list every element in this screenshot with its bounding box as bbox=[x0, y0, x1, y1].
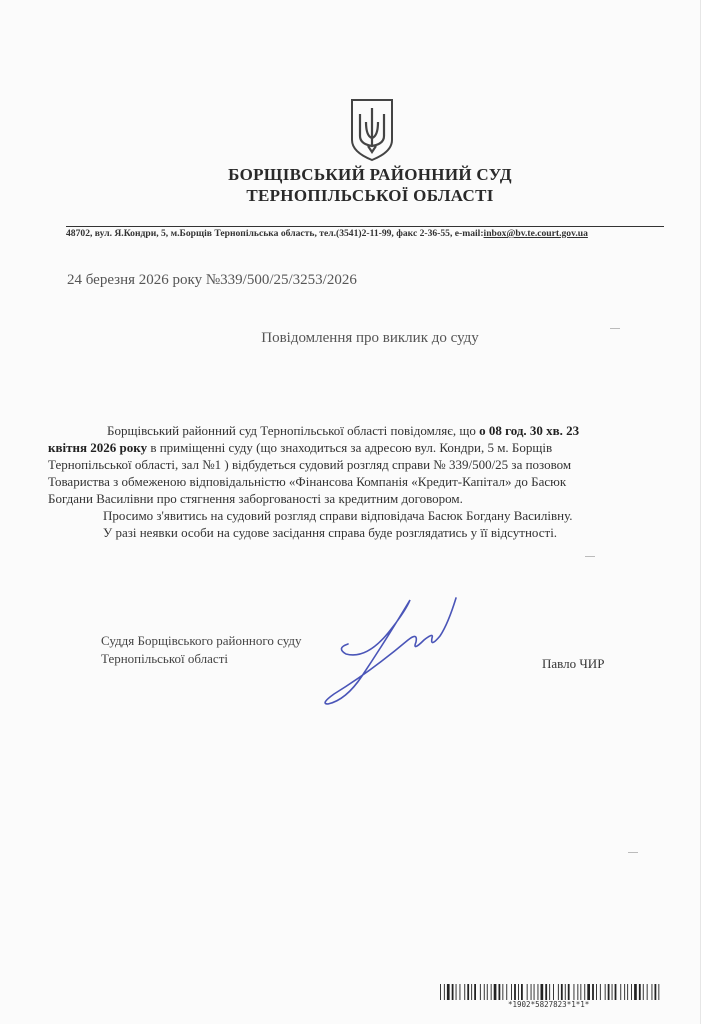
paragraph-1-line-3: Тернопільської області, зал №1 ) відбудеться судовий розгляд справи № 339/500/25 за позовом bbox=[48, 457, 572, 472]
judge-position bbox=[101, 632, 302, 668]
barcode-bar bbox=[655, 984, 657, 1000]
paragraph-3: У разі неявки особи на судове засідання справа буде розглядатись у її відсутності. bbox=[103, 525, 558, 540]
barcode-bar bbox=[484, 984, 485, 1000]
document-title: Повідомлення про виклик до суду bbox=[261, 330, 479, 346]
paragraph-1-line-5: Богдани Василівни про стягнення заборгованості за кредитним договором. bbox=[48, 491, 463, 506]
barcode-bar bbox=[531, 984, 532, 1000]
barcode-number: *1902*5827823*1*1* bbox=[508, 1000, 590, 1009]
barcode-bar bbox=[534, 984, 535, 1000]
barcode-bar bbox=[652, 984, 653, 1000]
barcode-bar bbox=[471, 984, 472, 1000]
judge-name: Павло ЧИР bbox=[542, 656, 605, 671]
barcode-bar bbox=[561, 984, 563, 1000]
barcode-bar bbox=[568, 984, 570, 1000]
barcode-bar bbox=[491, 984, 492, 1000]
barcode-bar bbox=[506, 984, 507, 1000]
barcode-bar bbox=[541, 984, 544, 1000]
barcode-bar bbox=[643, 984, 644, 1000]
court-address bbox=[66, 228, 676, 239]
barcode-bar bbox=[639, 984, 641, 1000]
barcode-bar bbox=[545, 984, 547, 1000]
barcode-bar bbox=[574, 984, 575, 1000]
barcode-bar bbox=[456, 984, 457, 1000]
barcode-bar bbox=[447, 984, 450, 1000]
date-and-number: 24 березня 2026 року №339/500/25/3253/2026 bbox=[67, 272, 357, 288]
barcode-bar bbox=[460, 984, 461, 1000]
barcode-bar bbox=[518, 984, 519, 1000]
barcode-bar bbox=[452, 984, 454, 1000]
court-name-line1: БОРЩІВСЬКИЙ РАЙОННИЙ СУД bbox=[228, 165, 512, 184]
barcode-bar bbox=[631, 984, 632, 1000]
barcode-bar bbox=[587, 984, 590, 1000]
barcode-bar bbox=[487, 984, 488, 1000]
barcode-bar bbox=[474, 984, 476, 1000]
barcode-bar bbox=[615, 984, 617, 1000]
header-divider bbox=[66, 226, 664, 227]
address-text: 48702, вул. Я.Кондри, 5, м.Борщів Тернопільська область, тел.(3541)2-11-99, факс 2-36-55, e-mail: bbox=[66, 228, 484, 239]
barcode-bar bbox=[620, 984, 621, 1000]
barcode-bar bbox=[565, 984, 566, 1000]
document-barcode bbox=[440, 984, 662, 1000]
paragraph-1-line-2: квітня 2026 року в приміщенні суду (що знаходиться за адресою вул. Кондри, 5 м. Борщів bbox=[48, 440, 553, 455]
barcode-bar bbox=[658, 984, 659, 1000]
barcode-bar bbox=[527, 984, 528, 1000]
barcode-bar bbox=[580, 984, 581, 1000]
barcode-bar bbox=[514, 984, 516, 1000]
notice-body bbox=[48, 422, 667, 541]
barcode-bar bbox=[596, 984, 597, 1000]
judge-position-line2: Тернопільської області bbox=[101, 651, 228, 666]
judge-position-line1: Суддя Борщівського районного суду bbox=[101, 633, 302, 648]
ukraine-trident-icon bbox=[346, 96, 398, 162]
barcode-bar bbox=[502, 984, 503, 1000]
scan-edge bbox=[700, 0, 724, 1024]
barcode-bar bbox=[553, 984, 554, 1000]
paragraph-1-line-4: Товариства з обмеженою відповідальністю «Фінансова Компанія «Кредит-Капітал» до Басюк bbox=[48, 474, 567, 489]
scan-mark bbox=[610, 328, 620, 329]
barcode-bar bbox=[480, 984, 481, 1000]
barcode-bar bbox=[499, 984, 501, 1000]
barcode-bar bbox=[584, 984, 585, 1000]
paragraph-1-line-1: Борщівський районний суд Тернопільської області повідомляє, що о 08 год. 30 хв. 23 bbox=[107, 423, 580, 438]
barcode-bar bbox=[467, 984, 469, 1000]
barcode-bar bbox=[521, 984, 523, 1000]
barcode-bar bbox=[494, 984, 497, 1000]
barcode-bar bbox=[600, 984, 601, 1000]
handwritten-signature bbox=[316, 588, 466, 713]
barcode-bar bbox=[440, 984, 441, 1000]
barcode-bar bbox=[444, 984, 445, 1000]
barcode-bar bbox=[592, 984, 594, 1000]
barcode-bar bbox=[464, 984, 465, 1000]
scan-mark bbox=[585, 556, 595, 557]
barcode-bar bbox=[511, 984, 512, 1000]
barcode-bar bbox=[558, 984, 559, 1000]
barcode-bar bbox=[608, 984, 610, 1000]
barcode-bar bbox=[538, 984, 539, 1000]
barcode-bar bbox=[634, 984, 637, 1000]
barcode-bar bbox=[627, 984, 628, 1000]
barcode-bar bbox=[624, 984, 625, 1000]
scan-mark bbox=[628, 852, 638, 853]
barcode-bar bbox=[647, 984, 648, 1000]
barcode-bar bbox=[577, 984, 578, 1000]
paragraph-2: Просимо з'явитись на судовий розгляд справи відповідача Басюк Богдану Василівну. bbox=[103, 508, 573, 523]
court-email-link[interactable]: inbox@bv.te.court.gov.ua bbox=[483, 228, 588, 239]
barcode-bar bbox=[549, 984, 550, 1000]
barcode-bar bbox=[612, 984, 613, 1000]
court-name-line2: ТЕРНОПІЛЬСЬКОЇ ОБЛАСТІ bbox=[246, 186, 494, 205]
barcode-bar bbox=[605, 984, 606, 1000]
